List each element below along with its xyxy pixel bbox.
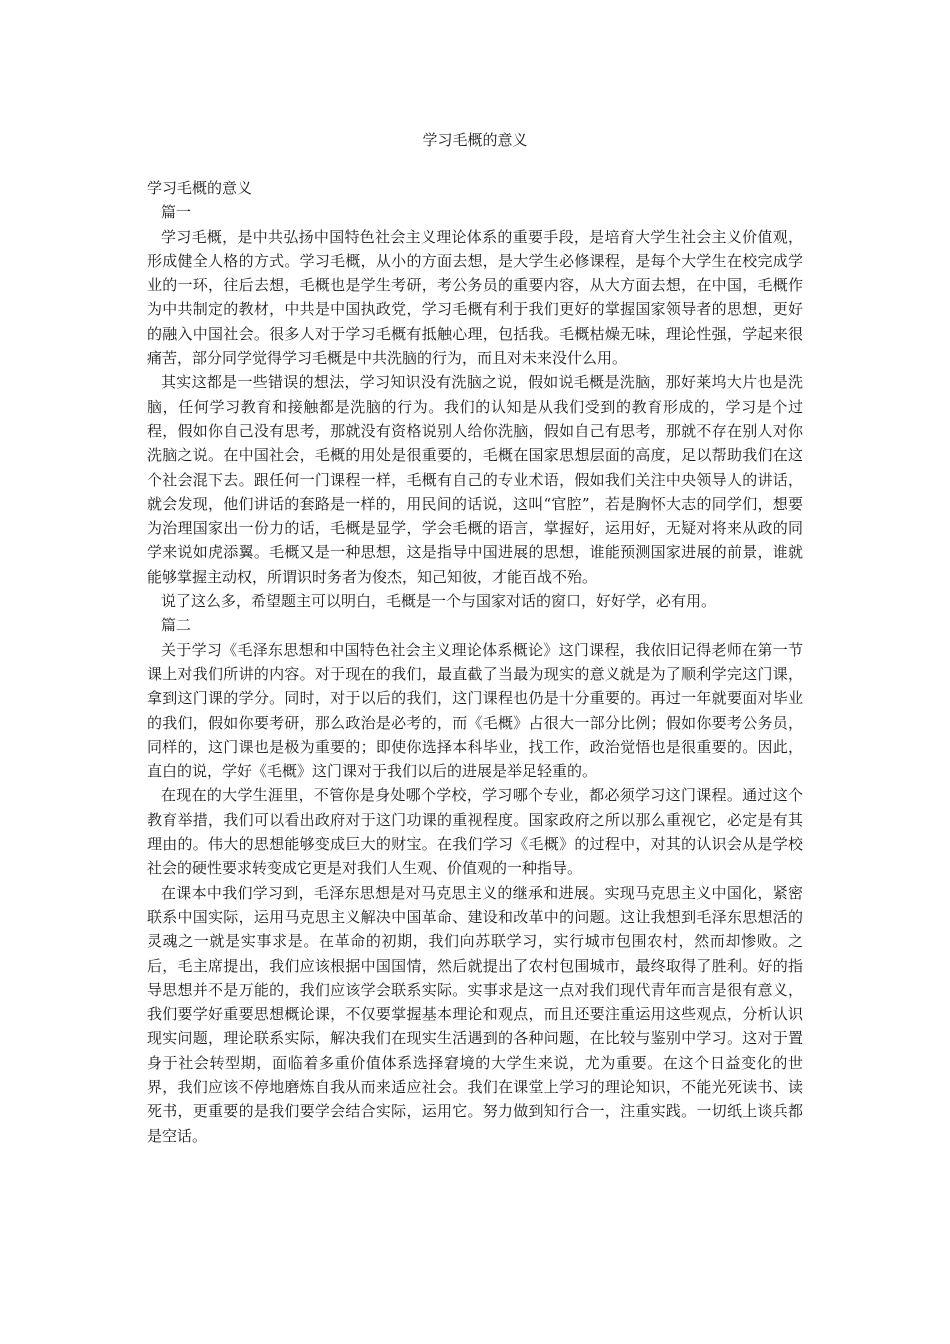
section-label-1: 篇一 (161, 203, 192, 222)
paragraph: 其实这都是一些错误的想法，学习知识没有洗脑之说，假如说毛概是洗脑，那好莱坞大片也是洗脑，任何学习教育和接触都是洗脑的行为。我们的认知是从我们受到的教育形成的，学习是个过程，假如你自己没有思考，那就没有资格说别人给你洗脑，假如自己有思考，那就不存在别人对你洗脑之说。在中国社会，毛概的用处是很重要的，毛概在国家思想层面的高度，足以帮助我们在这个社会混下去。跟任何一门课程一样，毛概有自己的专业术语，假如我们关注中央领导人的讲话，就会发现，他们讲话的套路是一样的，用民间的话说，这叫“官腔”，若是胸怀大志的同学们，想要为治理国家出一份力的话，毛概是显学，学会毛概的语言，掌握好，运用好，无疑对将来从政的同学来说如虎添翼。毛概又是一种思想，这是指导中国进展的思想，谁能预测国家进展的前景，谁就能够掌握主动权，所谓识时务者为俊杰，知己知彼，才能百战不殆。 (147, 373, 803, 586)
document-body (147, 176, 803, 1148)
document-subtitle: 学习毛概的意义 (147, 179, 253, 197)
paragraph: 在课本中我们学习到，毛泽东思想是对马克思主义的继承和进展。实现马克思主义中国化，紧密联系中国实际，运用马克思主义解决中国革命、建设和改革中的问题。这让我想到毛泽东思想活的灵魂之一就是实事求是。在革命的初期，我们向苏联学习，实行城市包围农村，然而却惨败。之后，毛主席提出，我们应该根据中国国情，然后就提出了农村包围城市，最终取得了胜利。好的指导思想并不是万能的，我们应该学会联系实际。实事求是这一点对我们现代青年而言是很有意义，我们要学好重要思想概论课，不仅要掌握基本理论和观点，而且还要注重运用这些观点，分析认识现实问题，理论联系实际，解决我们在现实生活遇到的各种问题，在比较与鉴别中学习。这对于置身于社会转型期，面临着多重价值体系选择窘境的大学生来说，尤为重要。在这个日益变化的世界，我们应该不停地磨炼自我从而来适应社会。我们在课堂上学习的理论知识，不能光死读书、读死书，更重要的是我们要学会结合实际，运用它。努力做到知行合一，注重实践。一切纸上谈兵都是空话。 (147, 883, 803, 1145)
section-label-2: 篇二 (161, 616, 192, 635)
paragraph: 关于学习《毛泽东思想和中国特色社会主义理论体系概论》这门课程，我依旧记得老师在第一节课上对我们所讲的内容。对于现在的我们，最直截了当最为现实的意义就是为了顺利学完这门课，拿到这门课的学分。同时，对于以后的我们，这门课程也仍是十分重要的。再过一年就要面对毕业的我们，假如你要考研，那么政治是必考的，而《毛概》占很大一部分比例；假如你要考公务员，同样的，这门课也是极为重要的；即使你选择本科毕业，找工作，政治觉悟也是很重要的。因此，直白的说，学好《毛概》这门课对于我们以后的进展是举足轻重的。 (147, 640, 803, 781)
paragraph: 说了这么多，希望题主可以明白，毛概是一个与国家对话的窗口，好好学，必有用。 (161, 592, 717, 611)
paragraph: 学习毛概，是中共弘扬中国特色社会主义理论体系的重要手段，是培育大学生社会主义价值观，形成健全人格的方式。学习毛概，从小的方面去想，是大学生必修课程，是每个大学生在校完成学业的一环，往后去想，毛概也是学生考研，考公务员的重要内容，从大方面去想，在中国，毛概作为中共制定的教材，中共是中国执政党，学习毛概有利于我们更好的掌握国家领导者的思想，更好的融入中国社会。很多人对于学习毛概有抵触心理，包括我。毛概枯燥无味，理论性强，学起来很痛苦，部分同学觉得学习毛概是中共洗脑的行为，而且对未来没什么用。 (147, 227, 803, 368)
document-title: 学习毛概的意义 (422, 131, 528, 149)
paragraph: 在现在的大学生涯里，不管你是身处哪个学校，学习哪个专业，都必须学习这门课程。通过这个教育举措，我们可以看出政府对于这门功课的重视程度。国家政府之所以那么重视它，必定是有其理由的。伟大的思想能够变成巨大的财宝。在我们学习《毛概》的过程中，对其的认识会从是学校社会的硬性要求转变成它更是对我们人生观、价值观的一种指导。 (147, 786, 803, 878)
